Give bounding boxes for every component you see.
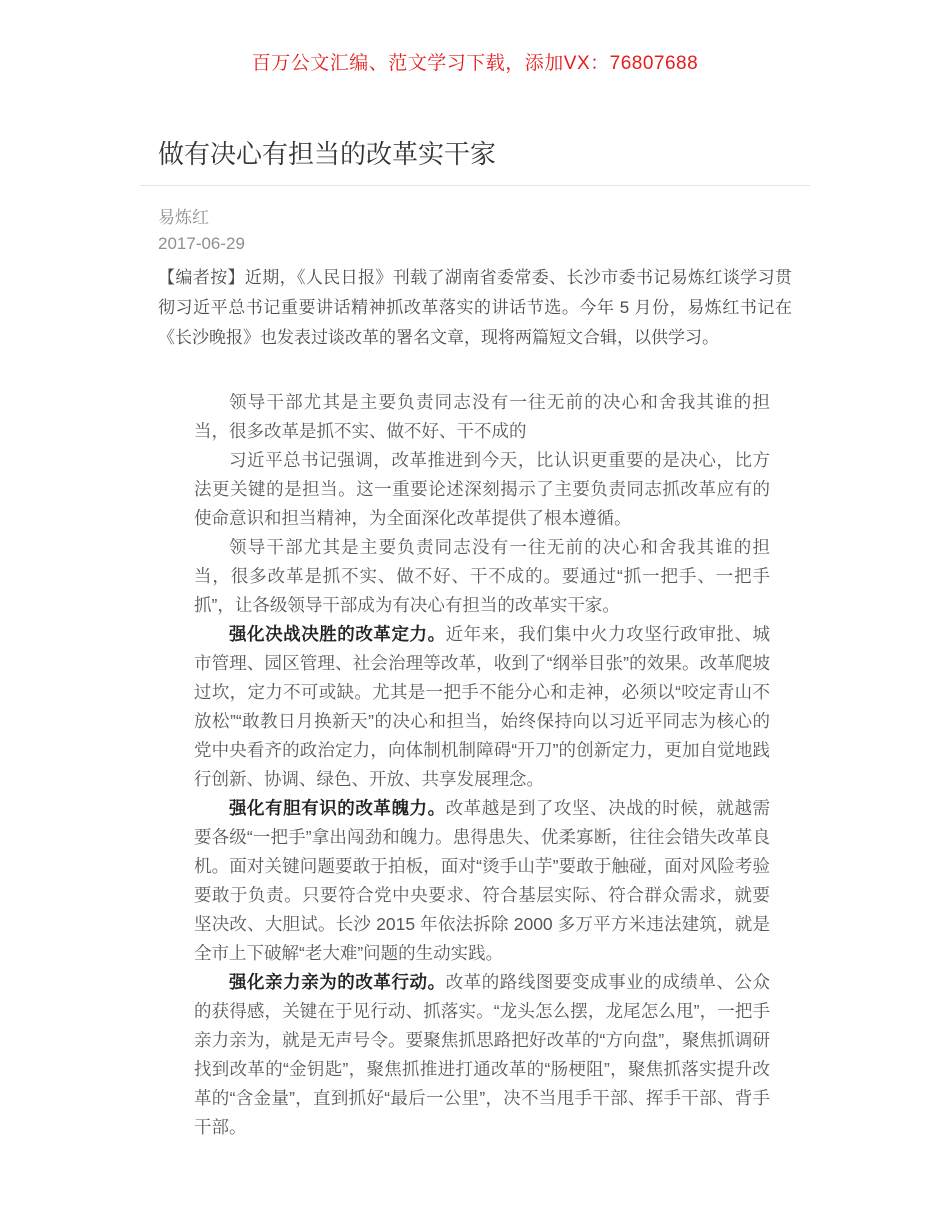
paragraph-text: 领导干部尤其是主要负责同志没有一往无前的决心和舍我其谁的担当，很多改革是抓不实、做不好、干不成的。要通过“抓一把手、一把手抓”，让各级领导干部成为有决心有担当的改革实干家。 (194, 537, 770, 615)
body-paragraph (194, 446, 770, 533)
paragraph-text: 近年来，我们集中火力攻坚行政审批、城市管理、园区管理、社会治理等改革，收到了“纲举目张”的效果。改革爬坡过坎，定力不可或缺。尤其是一把手不能分心和走神，必须以“咬定青山不放松”“敢教日月换新天”的决心和担当，始终保持向以习近平同志为核心的党中央看齐的政治定力，向体制机制障碍“开刀”的创新定力，更加自觉地践行创新、协调、绿色、开放、共享发展理念。 (194, 624, 771, 789)
author-name: 易炼红 (158, 208, 209, 227)
body-paragraph (194, 968, 770, 1142)
article-body (194, 388, 770, 1142)
body-paragraph (194, 388, 770, 446)
paragraph-text: 习近平总书记强调，改革推进到今天，比认识更重要的是决心，比方法更关键的是担当。这一重要论述深刻揭示了主要负责同志抓改革应有的使命意识和担当精神，为全面深化改革提供了根本遵循。 (194, 450, 770, 528)
promo-banner: 百万公文汇编、范文学习下载，添加VX：76807688 (251, 53, 699, 74)
body-paragraph (194, 533, 770, 620)
title-divider (140, 185, 810, 186)
body-paragraph (194, 794, 770, 968)
publish-date: 2017-06-29 (158, 234, 245, 253)
paragraph-lead: 强化亲力亲为的改革行动。 (229, 972, 446, 992)
paragraph-text: 改革越是到了攻坚、决战的时候，就越需要各级“一把手”拿出闯劲和魄力。患得患失、优柔寡断，往往会错失改革良机。面对关键问题要敢于拍板，面对“烫手山芋”要敢于触碰，面对风险考验要敢于负责。只要符合党中央要求、符合基层实际、符合群众需求，就要坚决改、大胆试。长沙 2015 年依法拆除 2000 多万平方米违法建筑，就是全市上下破解“老大难”问题的生动实践。 (194, 798, 771, 963)
byline (140, 205, 810, 257)
editor-note: 【编者按】近期，《人民日报》刊载了湖南省委常委、长沙市委书记易炼红谈学习贯彻习近平总书记重要讲话精神抓改革落实的讲话节选。今年 5 月份，易炼红书记在《长沙晚报》也发表过谈改革的署名文章，现将两篇短文合辑，以供学习。 (158, 268, 792, 347)
paragraph-text: 领导干部尤其是主要负责同志没有一往无前的决心和舍我其谁的担当，很多改革是抓不实、做不好、干不成的 (194, 392, 770, 441)
article (140, 139, 810, 1142)
paragraph-text: 改革的路线图要变成事业的成绩单、公众的获得感，关键在于见行动、抓落实。“龙头怎么摆，龙尾怎么甩”，一把手亲力亲为，就是无声号令。要聚焦抓思路把好改革的“方向盘”，聚焦抓调研找到改革的“金钥匙”，聚焦抓推进打通改革的“肠梗阻”，聚焦抓落实提升改革的“含金量”，直到抓好“最后一公里”，决不当甩手干部、挥手干部、背手干部。 (194, 972, 771, 1137)
paragraph-lead: 强化有胆有识的改革魄力。 (229, 798, 446, 818)
paragraph-lead: 强化决战决胜的改革定力。 (229, 624, 446, 644)
article-title: 做有决心有担当的改革实干家 (158, 139, 497, 169)
body-paragraph (194, 620, 770, 794)
